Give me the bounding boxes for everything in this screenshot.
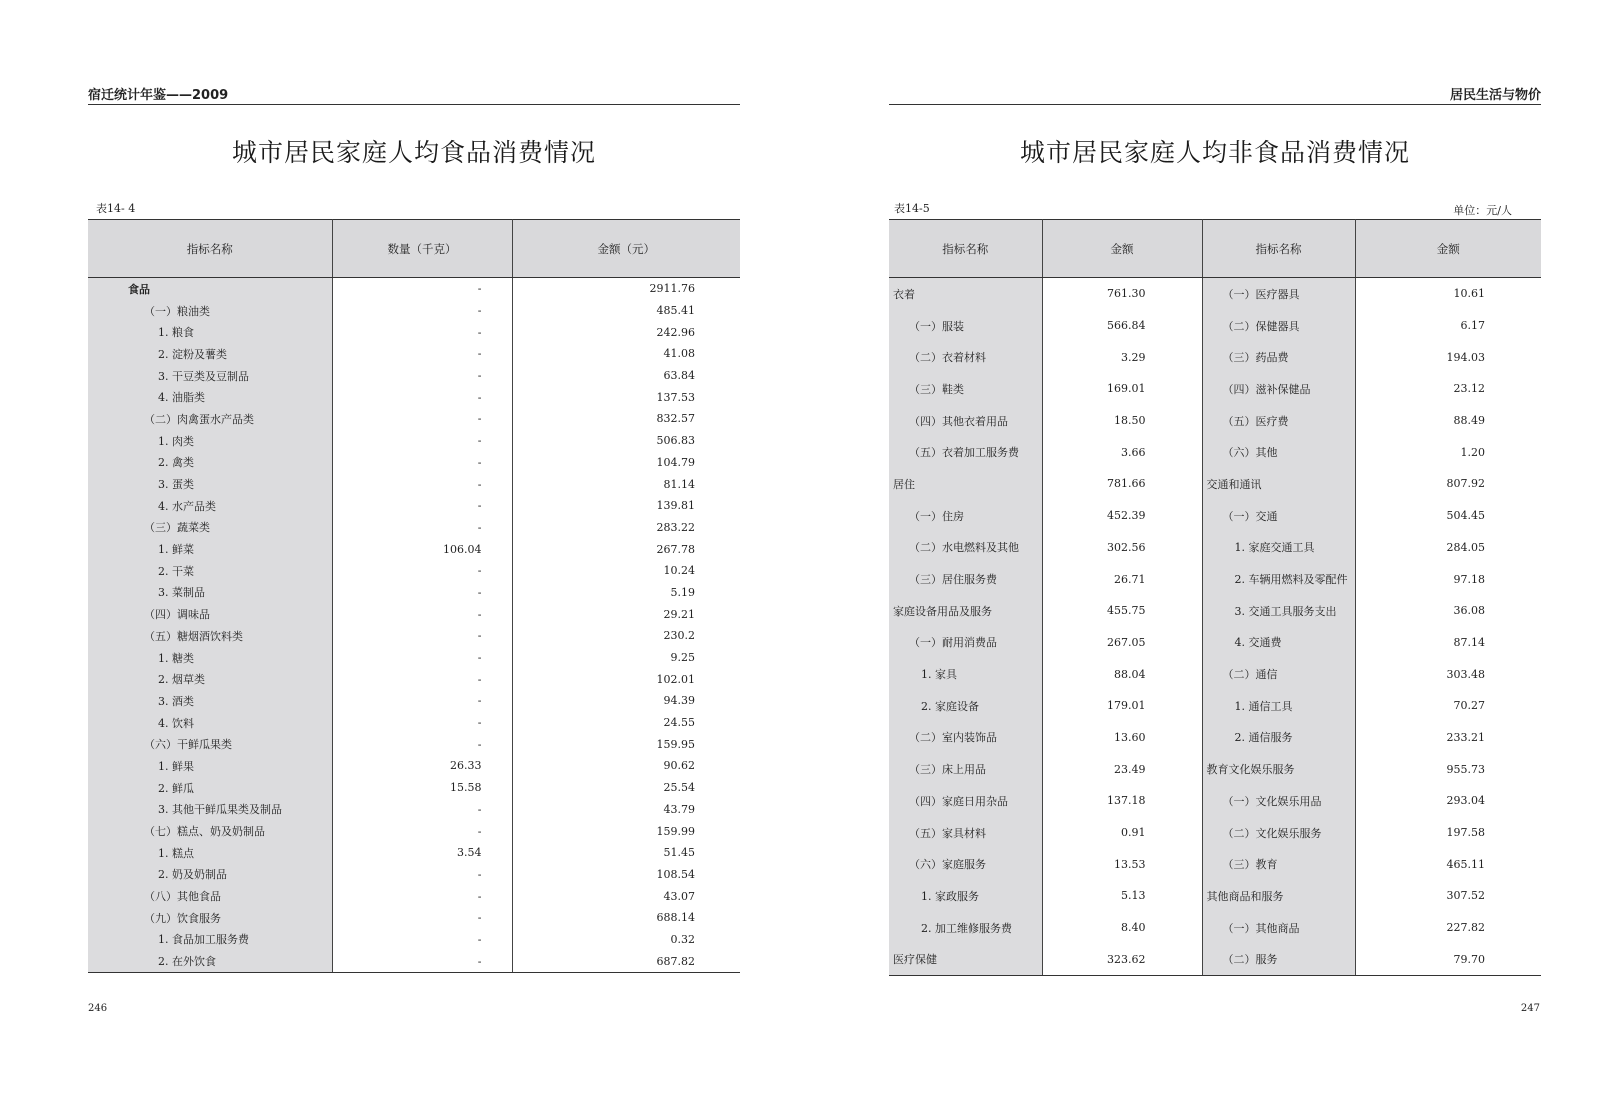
row-amount: 506.83 bbox=[656, 434, 695, 448]
row-indicator-name: 1. 鲜果 bbox=[88, 755, 332, 777]
table-row bbox=[889, 341, 1541, 373]
left-page bbox=[0, 0, 800, 1099]
row-quantity: - bbox=[332, 929, 512, 951]
row-amount-1: 781.66 bbox=[1042, 468, 1202, 500]
table-row bbox=[88, 820, 740, 842]
row-indicator-name: 2. 禽类 bbox=[88, 452, 332, 474]
row-quantity: - bbox=[332, 950, 512, 972]
table-row bbox=[88, 842, 740, 864]
row-indicator-name-2: 2. 通信服务 bbox=[1202, 722, 1355, 754]
row-quantity: - bbox=[332, 668, 512, 690]
row-indicator-name-1: （一）住房 bbox=[889, 500, 1042, 532]
row-amount: 159.99 bbox=[656, 824, 695, 838]
row-indicator-name-1: （四）家庭日用杂品 bbox=[889, 785, 1042, 817]
row-indicator-name-2: （一）其他商品 bbox=[1202, 912, 1355, 944]
row-amount: 267.78 bbox=[656, 542, 695, 556]
row-amount-1: 302.56 bbox=[1042, 532, 1202, 564]
table-row bbox=[88, 560, 740, 582]
running-head-left: 宿迁统计年鉴——2009 bbox=[88, 84, 740, 105]
table-row bbox=[889, 753, 1541, 785]
row-amount-1: 323.62 bbox=[1042, 943, 1202, 975]
row-indicator-name-2: （二）服务 bbox=[1202, 943, 1355, 975]
row-indicator-name: 2. 干菜 bbox=[88, 560, 332, 582]
table-row bbox=[88, 408, 740, 430]
header-amount: 金额（元） bbox=[512, 220, 740, 278]
row-quantity: - bbox=[332, 386, 512, 408]
table-row bbox=[88, 799, 740, 821]
row-indicator-name: 3. 蛋类 bbox=[88, 473, 332, 495]
row-indicator-name: （二）肉禽蛋水产品类 bbox=[88, 408, 332, 430]
row-quantity: - bbox=[332, 430, 512, 452]
row-amount: 51.45 bbox=[663, 846, 695, 860]
row-amount-2: 23.12 bbox=[1453, 382, 1485, 396]
table-row bbox=[88, 733, 740, 755]
table-row bbox=[889, 468, 1541, 500]
row-indicator-name-1: （五）家具材料 bbox=[889, 817, 1042, 849]
row-indicator-name-2: （一）医疗器具 bbox=[1202, 278, 1355, 310]
table-row bbox=[889, 310, 1541, 342]
row-amount-1: 26.71 bbox=[1042, 563, 1202, 595]
row-indicator-name-1: 2. 家庭设备 bbox=[889, 690, 1042, 722]
row-amount-2: 1.20 bbox=[1460, 445, 1485, 459]
table-row bbox=[889, 943, 1541, 975]
row-amount: 102.01 bbox=[656, 672, 695, 686]
row-quantity: - bbox=[332, 690, 512, 712]
row-indicator-name: 1. 鲜菜 bbox=[88, 538, 332, 560]
row-amount: 10.24 bbox=[663, 564, 695, 578]
row-amount: 0.32 bbox=[670, 932, 695, 946]
row-indicator-name-2: （一）交通 bbox=[1202, 500, 1355, 532]
table-row bbox=[889, 532, 1541, 564]
table-row bbox=[889, 912, 1541, 944]
row-amount: 108.54 bbox=[656, 867, 695, 881]
table-row bbox=[88, 278, 740, 300]
table-row bbox=[88, 950, 740, 972]
table-row bbox=[88, 365, 740, 387]
row-quantity: - bbox=[332, 343, 512, 365]
table-row bbox=[889, 848, 1541, 880]
row-indicator-name: 2. 奶及奶制品 bbox=[88, 864, 332, 886]
row-amount: 139.81 bbox=[656, 499, 695, 513]
page-number-right: 247 bbox=[1520, 1003, 1540, 1014]
row-indicator-name-2: （五）医疗费 bbox=[1202, 405, 1355, 437]
row-amount-2: 233.21 bbox=[1446, 730, 1485, 744]
row-amount-2: 70.27 bbox=[1453, 699, 1485, 713]
table-row bbox=[88, 907, 740, 929]
row-amount-1: 5.13 bbox=[1042, 880, 1202, 912]
row-amount: 9.25 bbox=[670, 651, 695, 665]
row-indicator-name-2: 4. 交通费 bbox=[1202, 627, 1355, 659]
row-amount: 104.79 bbox=[656, 455, 695, 469]
row-indicator-name-1: 衣着 bbox=[889, 278, 1042, 310]
table-title-left: 城市居民家庭人均食品消费情况 bbox=[231, 138, 596, 167]
row-amount: 25.54 bbox=[663, 781, 695, 795]
table-row bbox=[889, 373, 1541, 405]
row-indicator-name: 1. 糖类 bbox=[88, 647, 332, 669]
row-amount-1: 455.75 bbox=[1042, 595, 1202, 627]
row-amount-1: 13.53 bbox=[1042, 848, 1202, 880]
row-indicator-name-1: （三）居住服务费 bbox=[889, 563, 1042, 595]
row-indicator-name: （七）糕点、奶及奶制品 bbox=[88, 820, 332, 842]
row-amount-1: 3.29 bbox=[1042, 341, 1202, 373]
row-indicator-name-1: 1. 家政服务 bbox=[889, 880, 1042, 912]
row-indicator-name: （八）其他食品 bbox=[88, 885, 332, 907]
row-indicator-name: 4. 饮料 bbox=[88, 712, 332, 734]
table-row bbox=[88, 321, 740, 343]
row-amount-2: 504.45 bbox=[1446, 509, 1485, 523]
table-row bbox=[889, 563, 1541, 595]
row-indicator-name: 4. 油脂类 bbox=[88, 386, 332, 408]
row-quantity: - bbox=[332, 647, 512, 669]
row-indicator-name: （六）干鲜瓜果类 bbox=[88, 733, 332, 755]
header-amount-1: 金额 bbox=[1042, 220, 1202, 278]
row-indicator-name-1: （三）鞋类 bbox=[889, 373, 1042, 405]
row-indicator-name-1: （二）衣着材料 bbox=[889, 341, 1042, 373]
row-indicator-name-2: 1. 通信工具 bbox=[1202, 690, 1355, 722]
row-amount-2: 197.58 bbox=[1446, 826, 1485, 840]
header-indicator: 指标名称 bbox=[88, 220, 332, 278]
row-amount-2: 79.70 bbox=[1355, 943, 1541, 975]
row-amount-2: 88.49 bbox=[1453, 414, 1485, 428]
row-amount-1: 267.05 bbox=[1042, 627, 1202, 659]
row-amount-2: 955.73 bbox=[1446, 762, 1485, 776]
row-amount-2: 227.82 bbox=[1446, 921, 1485, 935]
row-indicator-name-2: （一）文化娱乐用品 bbox=[1202, 785, 1355, 817]
row-quantity: - bbox=[332, 517, 512, 539]
row-indicator-name-2: （二）保健器具 bbox=[1202, 310, 1355, 342]
header-indicator-2: 指标名称 bbox=[1202, 220, 1355, 278]
row-amount-2: 194.03 bbox=[1446, 350, 1485, 364]
row-amount-1: 3.66 bbox=[1042, 436, 1202, 468]
table-row bbox=[88, 343, 740, 365]
row-indicator-name-2: 3. 交通工具服务支出 bbox=[1202, 595, 1355, 627]
row-quantity: - bbox=[332, 907, 512, 929]
row-indicator-name: （五）糖烟酒饮料类 bbox=[88, 625, 332, 647]
table-row bbox=[889, 627, 1541, 659]
row-amount: 832.57 bbox=[656, 412, 695, 426]
table-row bbox=[889, 405, 1541, 437]
table-title-right: 城市居民家庭人均非食品消费情况 bbox=[1019, 138, 1410, 167]
running-head-right: 居民生活与物价 bbox=[889, 84, 1541, 105]
row-quantity: - bbox=[332, 300, 512, 322]
row-indicator-name-2: 交通和通讯 bbox=[1202, 468, 1355, 500]
food-table-body bbox=[88, 278, 740, 973]
row-indicator-name-2: 其他商品和服务 bbox=[1202, 880, 1355, 912]
row-indicator-name-2: 教育文化娱乐服务 bbox=[1202, 753, 1355, 785]
row-indicator-name-1: 居住 bbox=[889, 468, 1042, 500]
row-quantity: - bbox=[332, 603, 512, 625]
row-amount: 230.2 bbox=[663, 629, 695, 643]
row-amount: 688.14 bbox=[656, 911, 695, 925]
row-indicator-name: 3. 菜制品 bbox=[88, 582, 332, 604]
header-indicator-1: 指标名称 bbox=[889, 220, 1042, 278]
row-amount: 159.95 bbox=[656, 737, 695, 751]
row-indicator-name-2: 2. 车辆用燃料及零配件 bbox=[1202, 563, 1355, 595]
table-row bbox=[889, 722, 1541, 754]
table-number-left: 表14- 4 bbox=[96, 202, 136, 215]
row-indicator-name-1: 家庭设备用品及服务 bbox=[889, 595, 1042, 627]
table-row bbox=[88, 885, 740, 907]
row-amount-2: 465.11 bbox=[1446, 857, 1485, 871]
row-amount-1: 566.84 bbox=[1042, 310, 1202, 342]
table-row bbox=[88, 473, 740, 495]
row-indicator-name-1: （一）服装 bbox=[889, 310, 1042, 342]
row-amount-2: 293.04 bbox=[1446, 794, 1485, 808]
row-amount-1: 23.49 bbox=[1042, 753, 1202, 785]
header-amount-2: 金额 bbox=[1355, 220, 1541, 278]
row-quantity: - bbox=[332, 365, 512, 387]
row-quantity: - bbox=[332, 885, 512, 907]
table-row bbox=[88, 582, 740, 604]
row-indicator-name-2: （四）滋补保健品 bbox=[1202, 373, 1355, 405]
row-indicator-name: 4. 水产品类 bbox=[88, 495, 332, 517]
row-amount: 43.07 bbox=[663, 889, 695, 903]
row-amount: 24.55 bbox=[663, 716, 695, 730]
table-row bbox=[88, 755, 740, 777]
right-page bbox=[800, 0, 1609, 1099]
row-indicator-name-2: （六）其他 bbox=[1202, 436, 1355, 468]
table-row bbox=[88, 603, 740, 625]
row-indicator-name: 2. 烟草类 bbox=[88, 668, 332, 690]
row-indicator-name-1: （一）耐用消费品 bbox=[889, 627, 1042, 659]
row-amount: 41.08 bbox=[663, 347, 695, 361]
table-row bbox=[88, 625, 740, 647]
row-indicator-name: 2. 在外饮食 bbox=[88, 950, 332, 972]
table-row bbox=[889, 278, 1541, 310]
table-row bbox=[88, 690, 740, 712]
row-indicator-name: （九）饮食服务 bbox=[88, 907, 332, 929]
row-quantity: - bbox=[332, 820, 512, 842]
row-amount: 2911.76 bbox=[649, 282, 695, 296]
row-indicator-name: 3. 其他干鲜瓜果类及制品 bbox=[88, 799, 332, 821]
food-consumption-table bbox=[88, 219, 740, 973]
row-quantity: 15.58 bbox=[332, 777, 512, 799]
row-indicator-name-1: （四）其他衣着用品 bbox=[889, 405, 1042, 437]
row-indicator-name-1: （二）室内装饰品 bbox=[889, 722, 1042, 754]
row-amount: 43.79 bbox=[663, 802, 695, 816]
row-amount-1: 0.91 bbox=[1042, 817, 1202, 849]
row-quantity: - bbox=[332, 733, 512, 755]
row-indicator-name-2: （二）通信 bbox=[1202, 658, 1355, 690]
table-row bbox=[88, 300, 740, 322]
row-quantity: - bbox=[332, 278, 512, 300]
row-amount: 137.53 bbox=[656, 390, 695, 404]
row-amount: 485.41 bbox=[656, 304, 695, 318]
table-row bbox=[88, 777, 740, 799]
header-quantity: 数量（千克） bbox=[332, 220, 512, 278]
row-amount-2: 6.17 bbox=[1460, 319, 1485, 333]
row-indicator-name: 1. 食品加工服务费 bbox=[88, 929, 332, 951]
row-quantity: 106.04 bbox=[332, 538, 512, 560]
row-quantity: - bbox=[332, 625, 512, 647]
table-row bbox=[889, 690, 1541, 722]
row-indicator-name: 2. 淀粉及薯类 bbox=[88, 343, 332, 365]
table-row bbox=[889, 880, 1541, 912]
row-quantity: - bbox=[332, 473, 512, 495]
table-row bbox=[88, 864, 740, 886]
row-amount-2: 97.18 bbox=[1453, 572, 1485, 586]
row-quantity: - bbox=[332, 582, 512, 604]
table-row bbox=[889, 436, 1541, 468]
page-number-left: 246 bbox=[88, 1003, 108, 1014]
row-indicator-name: 1. 糕点 bbox=[88, 842, 332, 864]
row-amount: 29.21 bbox=[663, 607, 695, 621]
table-row bbox=[889, 785, 1541, 817]
row-amount-1: 169.01 bbox=[1042, 373, 1202, 405]
row-indicator-name-1: （三）床上用品 bbox=[889, 753, 1042, 785]
row-amount: 283.22 bbox=[656, 520, 695, 534]
row-amount: 5.19 bbox=[670, 585, 695, 599]
row-quantity: - bbox=[332, 864, 512, 886]
table-number-right: 表14-5 bbox=[894, 202, 930, 215]
row-amount-1: 137.18 bbox=[1042, 785, 1202, 817]
row-indicator-name: （四）调味品 bbox=[88, 603, 332, 625]
row-indicator-name-1: （二）水电燃料及其他 bbox=[889, 532, 1042, 564]
row-indicator-name: （三）蔬菜类 bbox=[88, 517, 332, 539]
row-amount: 687.82 bbox=[512, 950, 740, 972]
table-row bbox=[88, 452, 740, 474]
row-indicator-name-2: （三）教育 bbox=[1202, 848, 1355, 880]
non-food-consumption-table bbox=[889, 219, 1541, 976]
row-indicator-name-1: 2. 加工维修服务费 bbox=[889, 912, 1042, 944]
row-amount-2: 307.52 bbox=[1446, 889, 1485, 903]
row-amount: 81.14 bbox=[663, 477, 695, 491]
row-quantity: - bbox=[332, 408, 512, 430]
row-amount-1: 18.50 bbox=[1042, 405, 1202, 437]
row-quantity: - bbox=[332, 452, 512, 474]
table-row bbox=[889, 595, 1541, 627]
row-quantity: - bbox=[332, 712, 512, 734]
row-indicator-name-2: （三）药品费 bbox=[1202, 341, 1355, 373]
row-amount-2: 284.05 bbox=[1446, 540, 1485, 554]
row-amount-1: 179.01 bbox=[1042, 690, 1202, 722]
row-quantity: - bbox=[332, 560, 512, 582]
row-quantity: 26.33 bbox=[332, 755, 512, 777]
non-food-table-body bbox=[889, 278, 1541, 976]
row-amount-2: 87.14 bbox=[1453, 635, 1485, 649]
row-amount-2: 303.48 bbox=[1446, 667, 1485, 681]
row-indicator-name-2: （二）文化娱乐服务 bbox=[1202, 817, 1355, 849]
row-indicator-name: （一）粮油类 bbox=[88, 300, 332, 322]
table-row bbox=[889, 500, 1541, 532]
row-indicator-name-1: 医疗保健 bbox=[889, 943, 1042, 975]
table-row bbox=[88, 668, 740, 690]
row-amount: 63.84 bbox=[663, 369, 695, 383]
table-row bbox=[88, 929, 740, 951]
table-row bbox=[88, 495, 740, 517]
table-row bbox=[88, 430, 740, 452]
row-amount-2: 10.61 bbox=[1453, 287, 1485, 301]
row-amount-1: 761.30 bbox=[1042, 278, 1202, 310]
row-amount-1: 88.04 bbox=[1042, 658, 1202, 690]
table-row bbox=[88, 647, 740, 669]
row-amount: 94.39 bbox=[663, 694, 695, 708]
row-indicator-name: 1. 粮食 bbox=[88, 321, 332, 343]
row-amount: 242.96 bbox=[656, 325, 695, 339]
row-quantity: - bbox=[332, 495, 512, 517]
row-amount: 90.62 bbox=[663, 759, 695, 773]
table-row bbox=[88, 517, 740, 539]
row-indicator-name: 3. 酒类 bbox=[88, 690, 332, 712]
row-amount-1: 452.39 bbox=[1042, 500, 1202, 532]
row-indicator-name: 食品 bbox=[88, 278, 332, 300]
table-row bbox=[889, 817, 1541, 849]
row-indicator-name-1: （五）衣着加工服务费 bbox=[889, 436, 1042, 468]
row-quantity: - bbox=[332, 321, 512, 343]
table-row bbox=[889, 658, 1541, 690]
row-amount-1: 8.40 bbox=[1042, 912, 1202, 944]
unit-label: 单位：元/人 bbox=[1453, 204, 1512, 217]
table-row bbox=[88, 386, 740, 408]
row-indicator-name: 2. 鲜瓜 bbox=[88, 777, 332, 799]
row-indicator-name: 1. 肉类 bbox=[88, 430, 332, 452]
row-indicator-name: 3. 干豆类及豆制品 bbox=[88, 365, 332, 387]
row-indicator-name-2: 1. 家庭交通工具 bbox=[1202, 532, 1355, 564]
row-amount-1: 13.60 bbox=[1042, 722, 1202, 754]
row-indicator-name-1: （六）家庭服务 bbox=[889, 848, 1042, 880]
table-row bbox=[88, 712, 740, 734]
row-amount-2: 36.08 bbox=[1453, 604, 1485, 618]
row-quantity: 3.54 bbox=[332, 842, 512, 864]
row-indicator-name-1: 1. 家具 bbox=[889, 658, 1042, 690]
table-row bbox=[88, 538, 740, 560]
row-quantity: - bbox=[332, 799, 512, 821]
row-amount-2: 807.92 bbox=[1446, 477, 1485, 491]
